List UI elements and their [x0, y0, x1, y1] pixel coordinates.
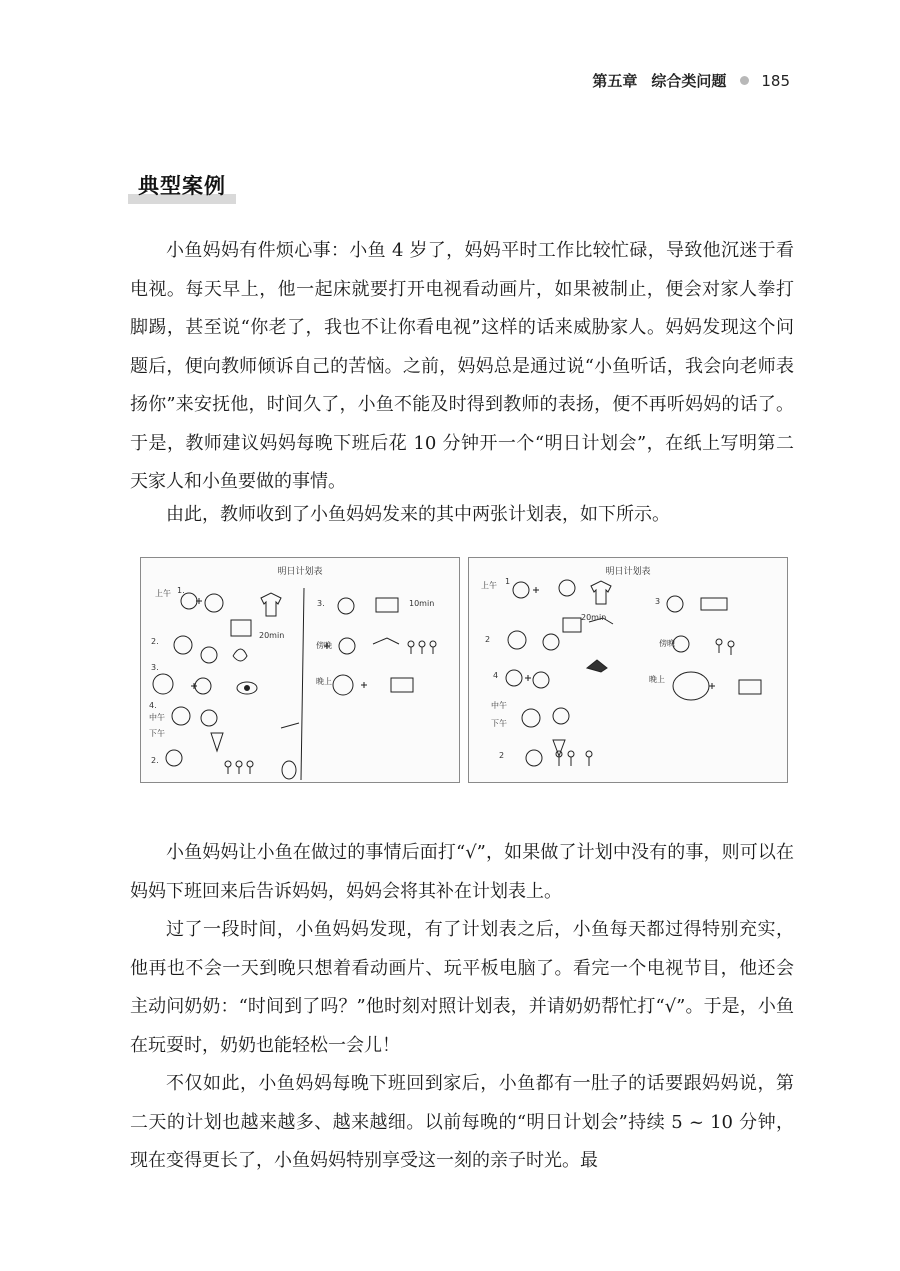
section-label: 综合类问题 — [651, 72, 727, 90]
child-drawing-left — [141, 558, 460, 783]
svg-text:10min: 10min — [409, 599, 435, 608]
svg-text:2: 2 — [485, 635, 491, 644]
bullet-dot-icon — [740, 76, 749, 85]
label-night: 晚上 — [649, 675, 665, 684]
svg-text:2.: 2. — [151, 756, 159, 765]
label-noon: 中午 — [491, 701, 507, 710]
running-head — [592, 70, 790, 91]
label-evening: 傍晚 — [316, 641, 332, 650]
plan-sheet-title: 明日计划表 — [605, 567, 651, 577]
chapter-label: 第五章 — [592, 72, 638, 90]
svg-text:3: 3 — [655, 597, 661, 606]
svg-text:4.: 4. — [149, 701, 157, 710]
paragraph-4: 过了一段时间，小鱼妈妈发现，有了计划表之后，小鱼每天都过得特别充实，他再也不会一天到晚只想着看动画片、玩平板电脑了。看完一个电视节目，他还会主动问奶奶：“时间到了吗？”他时刻对照计划表，并请奶奶帮忙打“√”。于是，小鱼在玩耍时，奶奶也能轻松一会儿！ — [130, 919, 794, 1056]
svg-text:3.: 3. — [317, 599, 325, 608]
plan-sheet-left — [140, 557, 460, 783]
svg-text:1.: 1. — [177, 586, 185, 595]
paragraph-5: 不仅如此，小鱼妈妈每晚下班回到家后，小鱼都有一肚子的话要跟妈妈说，第二天的计划也越来越多、越来越细。以前每晚的“明日计划会”持续 5 ~ 10 分钟，现在变得更长了，小鱼妈妈特别享受这一刻的亲子时光。最 — [130, 1073, 794, 1171]
case-heading — [128, 170, 236, 206]
svg-text:4: 4 — [493, 671, 499, 680]
label-noon: 中午 — [149, 713, 165, 722]
paragraph-3: 小鱼妈妈让小鱼在做过的事情后面打“√”，如果做了计划中没有的事，则可以在妈妈下班回来后告诉妈妈，妈妈会将其补在计划表上。 — [130, 842, 794, 902]
child-drawing-right — [469, 558, 788, 783]
svg-text:3.: 3. — [151, 663, 159, 672]
svg-text:1: 1 — [505, 577, 511, 586]
label-afternoon: 下午 — [491, 719, 507, 728]
plan-sheet-title: 明日计划表 — [277, 567, 323, 577]
paragraph-2: 由此，教师收到了小鱼妈妈发来的其中两张计划表，如下所示。 — [166, 504, 670, 525]
svg-text:2.: 2. — [151, 637, 159, 646]
label-evening: 傍晚 — [659, 639, 675, 648]
label-afternoon: 下午 — [149, 729, 165, 738]
svg-text:2: 2 — [499, 751, 505, 760]
label-morning: 上午 — [155, 589, 171, 598]
paragraph-1: 小鱼妈妈有件烦心事：小鱼 4 岁了，妈妈平时工作比较忙碌，导致他沉迷于看电视。每天早上，他一起床就要打开电视看动画片，如果被制止，便会对家人拳打脚踢，甚至说“你老了，我也不让你看电视”这样的话来威胁家人。妈妈发现这个问题后，便向教师倾诉自己的苦恼。之前，妈妈总是通过说“小鱼听话，我会向老师表扬你”来安抚他，时间久了，小鱼不能及时得到教师的表扬，便不再听妈妈的话了。于是，教师建议妈妈每晚下班后花 10 分钟开一个“明日计划会”，在纸上写明第二天家人和小鱼要做的事情。 — [130, 240, 794, 492]
svg-text:20min: 20min — [259, 631, 285, 640]
label-morning: 上午 — [481, 581, 497, 590]
case-heading-text: 典型案例 — [138, 174, 226, 198]
plan-sheet-right — [468, 557, 788, 783]
label-night: 晚上 — [316, 677, 332, 686]
page-number: 185 — [761, 71, 790, 90]
svg-text:20min: 20min — [581, 613, 607, 622]
